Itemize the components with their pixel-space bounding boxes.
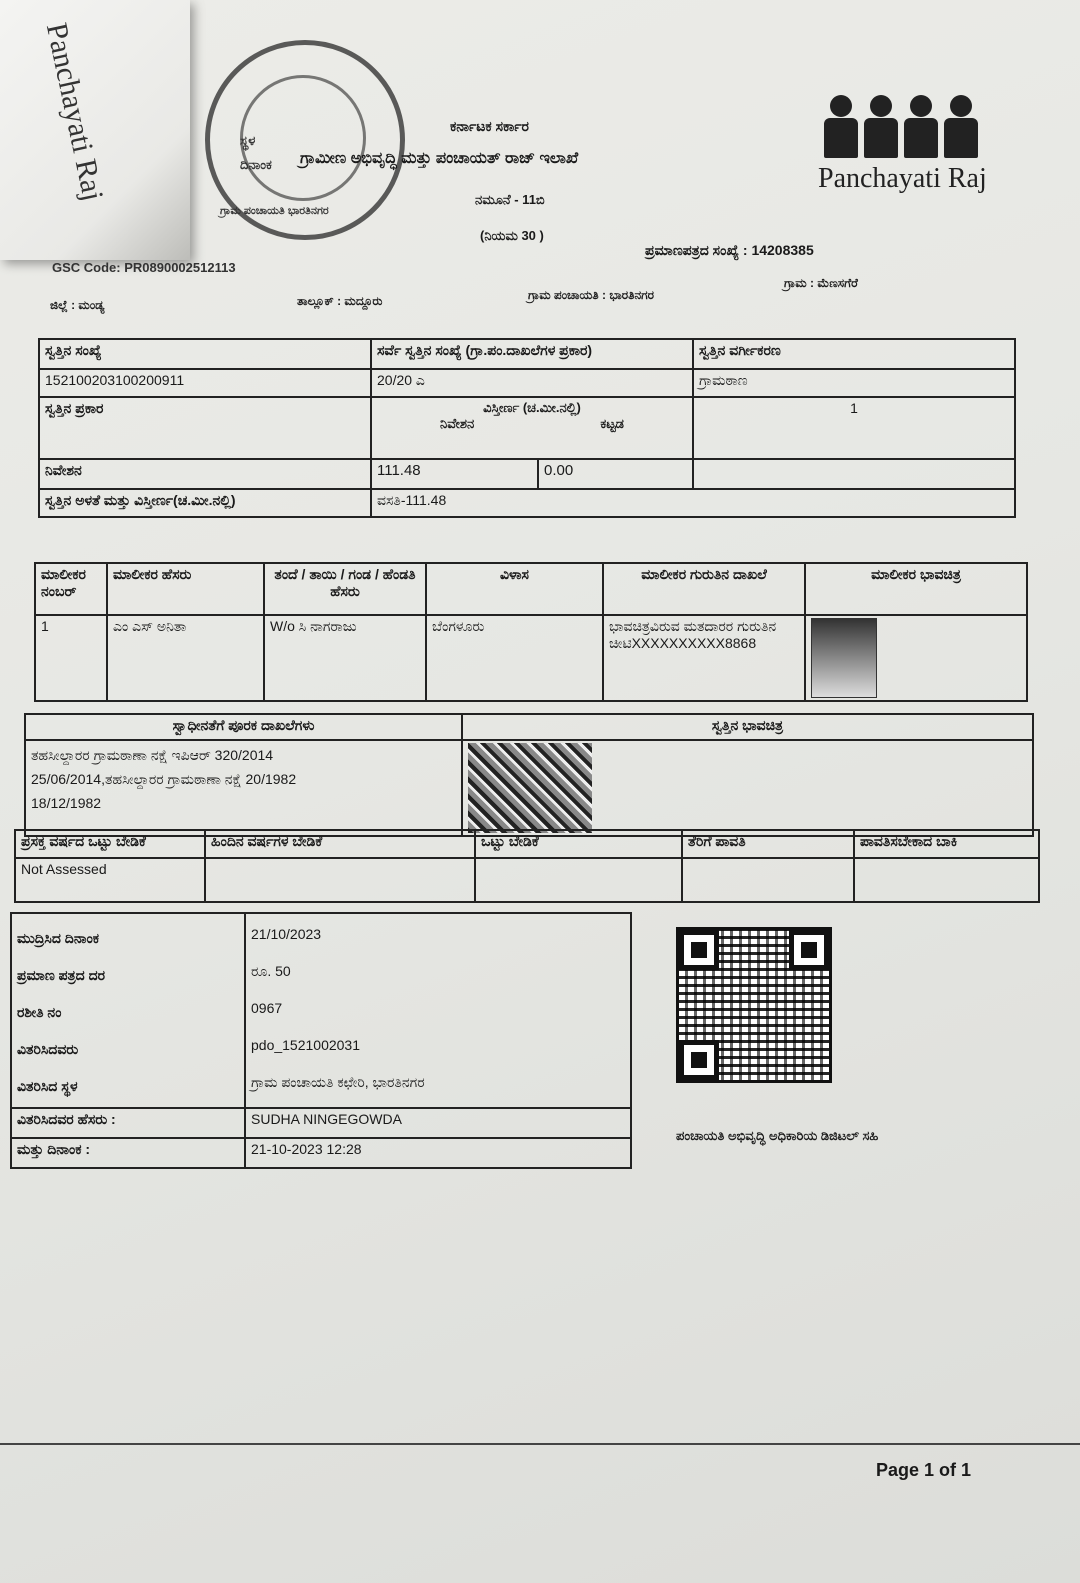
qr-code xyxy=(676,927,832,1083)
gsc-code: GSC Code: PR0890002512113 xyxy=(52,260,236,275)
total-demand-header: ಒಟ್ಟು ಬೇಡಿಕೆ xyxy=(475,830,682,858)
folded-corner xyxy=(0,0,190,260)
place-label: ವಿತರಿಸಿದ ಸ್ಥಳ xyxy=(17,1078,78,1094)
form-number: ನಮೂನೆ - 11ಬಿ xyxy=(475,192,545,207)
village: ಗ್ರಾಮ : ಮೆಣಸಗೆರೆ xyxy=(784,276,858,290)
page-number: Page 1 of 1 xyxy=(876,1460,972,1480)
relation-header: ತಂದೆ / ತಾಯಿ / ಗಂಡ / ಹೆಂಡತಿ ಹೆಸರು xyxy=(264,563,426,615)
digital-signature-label: ಪಂಚಾಯತಿ ಅಭಿವೃದ್ಧಿ ಅಧಿಕಾರಿಯ ಡಿಜಿಟಲ್ ಸಹಿ xyxy=(676,1128,879,1143)
gram-panchayat: ಗ್ರಾಮ ಪಂಚಾಯತಿ : ಭಾರತಿನಗರ xyxy=(528,288,654,302)
id-doc-header: ಮಾಲೀಕರ ಗುರುತಿನ ದಾಖಲೆ xyxy=(603,563,805,615)
rule-number: (ನಿಯಮ 30 ) xyxy=(480,228,544,243)
owner-address: ಬೆಂಗಳೂರು xyxy=(426,615,603,701)
owner-name-header: ಮಾಲೀಕರ ಹೆಸರು xyxy=(107,563,264,615)
classification-count: 1 xyxy=(693,397,1015,459)
print-date-value: 21/10/2023 xyxy=(251,926,322,942)
document-line-3: 18/12/1982 xyxy=(31,795,102,811)
logo-caption: Panchayati Raj xyxy=(818,163,987,194)
issue-time-value: 21-10-2023 12:28 xyxy=(245,1138,631,1168)
owner-number: 1 xyxy=(35,615,107,701)
fee-label: ಪ್ರಮಾಣ ಪತ್ರದ ದರ xyxy=(17,967,106,983)
dimensions-label: ಸ್ವತ್ತಿನ ಅಳತೆ ಮತ್ತು ವಿಸ್ತೀರ್ಣ(ಚ.ಮೀ.ನಲ್ಲಿ) xyxy=(39,489,371,517)
property-table xyxy=(38,338,1016,518)
district: ಜಿಲ್ಲೆ : ಮಂಡ್ಯ xyxy=(50,298,105,312)
documents-table xyxy=(24,713,1034,837)
dimensions-value: ವಸತಿ-111.48 xyxy=(371,489,1015,517)
seal-ring-text: ಗ್ರಾಮ ಪಂಚಾಯತಿ ಭಾರತಿನಗರ xyxy=(220,205,329,217)
issue-time-label: ಮತ್ತು ದಿನಾಂಕ : xyxy=(11,1138,245,1168)
footer-divider xyxy=(0,1443,1080,1445)
document-line-2: 25/06/2014,ತಹಸೀಲ್ದಾರರ ಗ್ರಾಮಠಾಣಾ ನಕ್ಷೆ 20/1982 xyxy=(31,771,297,787)
receipt-value: 0967 xyxy=(251,1000,283,1016)
print-date-label: ಮುದ್ರಿಸಿದ ದಿನಾಂಕ xyxy=(17,930,100,946)
property-no-label: ಸ್ವತ್ತಿನ ಸಂಖ್ಯೆ xyxy=(39,339,371,369)
issuer-value: pdo_1521002031 xyxy=(251,1037,361,1053)
issuer-name-label: ವಿತರಿಸಿದವರ ಹೆಸರು : xyxy=(11,1108,245,1138)
table-row xyxy=(35,615,1027,701)
property-no-value: 152100203100200911 xyxy=(39,369,371,397)
balance-header: ಪಾವತಿಸಬೇಕಾದ ಬಾಕಿ xyxy=(854,830,1039,858)
site-area-value: 111.48 xyxy=(372,460,539,488)
owner-photo-header: ಮಾಲೀಕರ ಭಾವಚಿತ್ರ xyxy=(805,563,1027,615)
address-header: ವಿಳಾಸ xyxy=(426,563,603,615)
taluk: ತಾಲ್ಲೂಕ್ : ಮದ್ದೂರು xyxy=(297,294,383,308)
document-line-1: ತಹಸೀಲ್ದಾರರ ಗ್ರಾಮಠಾಣಾ ನಕ್ಷೆ ಇಪಿಆರ್ 320/2014 xyxy=(31,747,274,763)
survey-no-label: ಸರ್ವೆ ಸ್ವತ್ತಿನ ಸಂಖ್ಯೆ (ಗ್ರಾ.ಪಂ.ದಾಖಲೆಗಳ ಪ್ರಕಾರ) xyxy=(371,339,693,369)
building-label: ಕಟ್ಟಡ xyxy=(600,416,624,431)
documents-label: ಸ್ವಾಧೀನತೆಗೆ ಪೂರಕ ದಾಖಲೆಗಳು xyxy=(25,714,462,740)
survey-no-value: 20/20 ಎ xyxy=(371,369,693,397)
folded-corner-text: Panchayati Raj xyxy=(39,20,110,204)
property-type-label: ಸ್ವತ್ತಿನ ಪ್ರಕಾರ xyxy=(39,397,371,459)
property-photo-label: ಸ್ವತ್ತಿನ ಭಾವಚಿತ್ರ xyxy=(462,714,1033,740)
tax-status: Not Assessed xyxy=(15,858,205,902)
fee-value: ರೂ. 50 xyxy=(251,963,291,979)
issuer-name-value: SUDHA NINGEGOWDA xyxy=(245,1108,631,1138)
receipt-label: ರಶೀತಿ ನಂ xyxy=(17,1004,62,1020)
property-photo xyxy=(468,743,592,833)
classification-label: ಸ್ವತ್ತಿನ ವರ್ಗೀಕರಣ xyxy=(693,339,1015,369)
tax-table xyxy=(14,829,1040,903)
building-area-value: 0.00 xyxy=(544,462,574,479)
department-title: ಗ್ರಾಮೀಣ ಅಭಿವೃದ್ಧಿ ಮತ್ತು ಪಂಚಾಯತ್ ರಾಜ್ ಇಲಾಖೆ xyxy=(300,150,579,167)
current-demand-header: ಪ್ರಸಕ್ತ ವರ್ಷದ ಒಟ್ಟು ಬೇಡಿಕೆ xyxy=(15,830,205,858)
property-type-value: ನಿವೇಶನ xyxy=(39,459,371,489)
issuer-label: ವಿತರಿಸಿದವರು xyxy=(17,1041,79,1057)
owner-name: ಎಂ ಎಸ್ ಅನಿತಾ xyxy=(107,615,264,701)
issue-details-table xyxy=(10,912,632,1169)
owner-relation: W/o ಸಿ ನಾಗರಾಜು xyxy=(264,615,426,701)
place-value: ಗ್ರಾಮ ಪಂಚಾಯತಿ ಕಛೇರಿ, ಭಾರತಿನಗರ xyxy=(251,1074,425,1090)
area-label: ವಿಸ್ತೀರ್ಣ (ಚ.ಮೀ.ನಲ್ಲಿ) xyxy=(483,400,581,415)
owner-table xyxy=(34,562,1028,702)
previous-demand-header: ಹಿಂದಿನ ವರ್ಷಗಳ ಬೇಡಿಕೆ xyxy=(205,830,475,858)
seal-date: ದಿನಾಂಕ xyxy=(240,157,272,172)
certificate-number: ಪ್ರಮಾಣಪತ್ರದ ಸಂಖ್ಯೆ : 14208385 xyxy=(645,242,814,258)
owner-number-header: ಮಾಲೀಕರ ನಂಬರ್ xyxy=(35,563,107,615)
seal-place: ಸ್ಥಳ xyxy=(240,133,256,148)
classification-value: ಗ್ರಾಮಠಾಣ xyxy=(693,369,1015,397)
owner-id-doc: ಭಾವಚಿತ್ರವಿರುವ ಮತದಾರರ ಗುರುತಿನ ಚೀಟಿXXXXXXXXXX8868 xyxy=(603,615,805,701)
owner-photo xyxy=(811,618,877,698)
site-label: ನಿವೇಶನ xyxy=(440,416,475,431)
tax-paid-header: ತೆರಿಗೆ ಪಾವತಿ xyxy=(682,830,854,858)
office-seal xyxy=(205,40,405,240)
govt-title: ಕರ್ನಾಟಕ ಸರ್ಕಾರ xyxy=(450,118,529,134)
